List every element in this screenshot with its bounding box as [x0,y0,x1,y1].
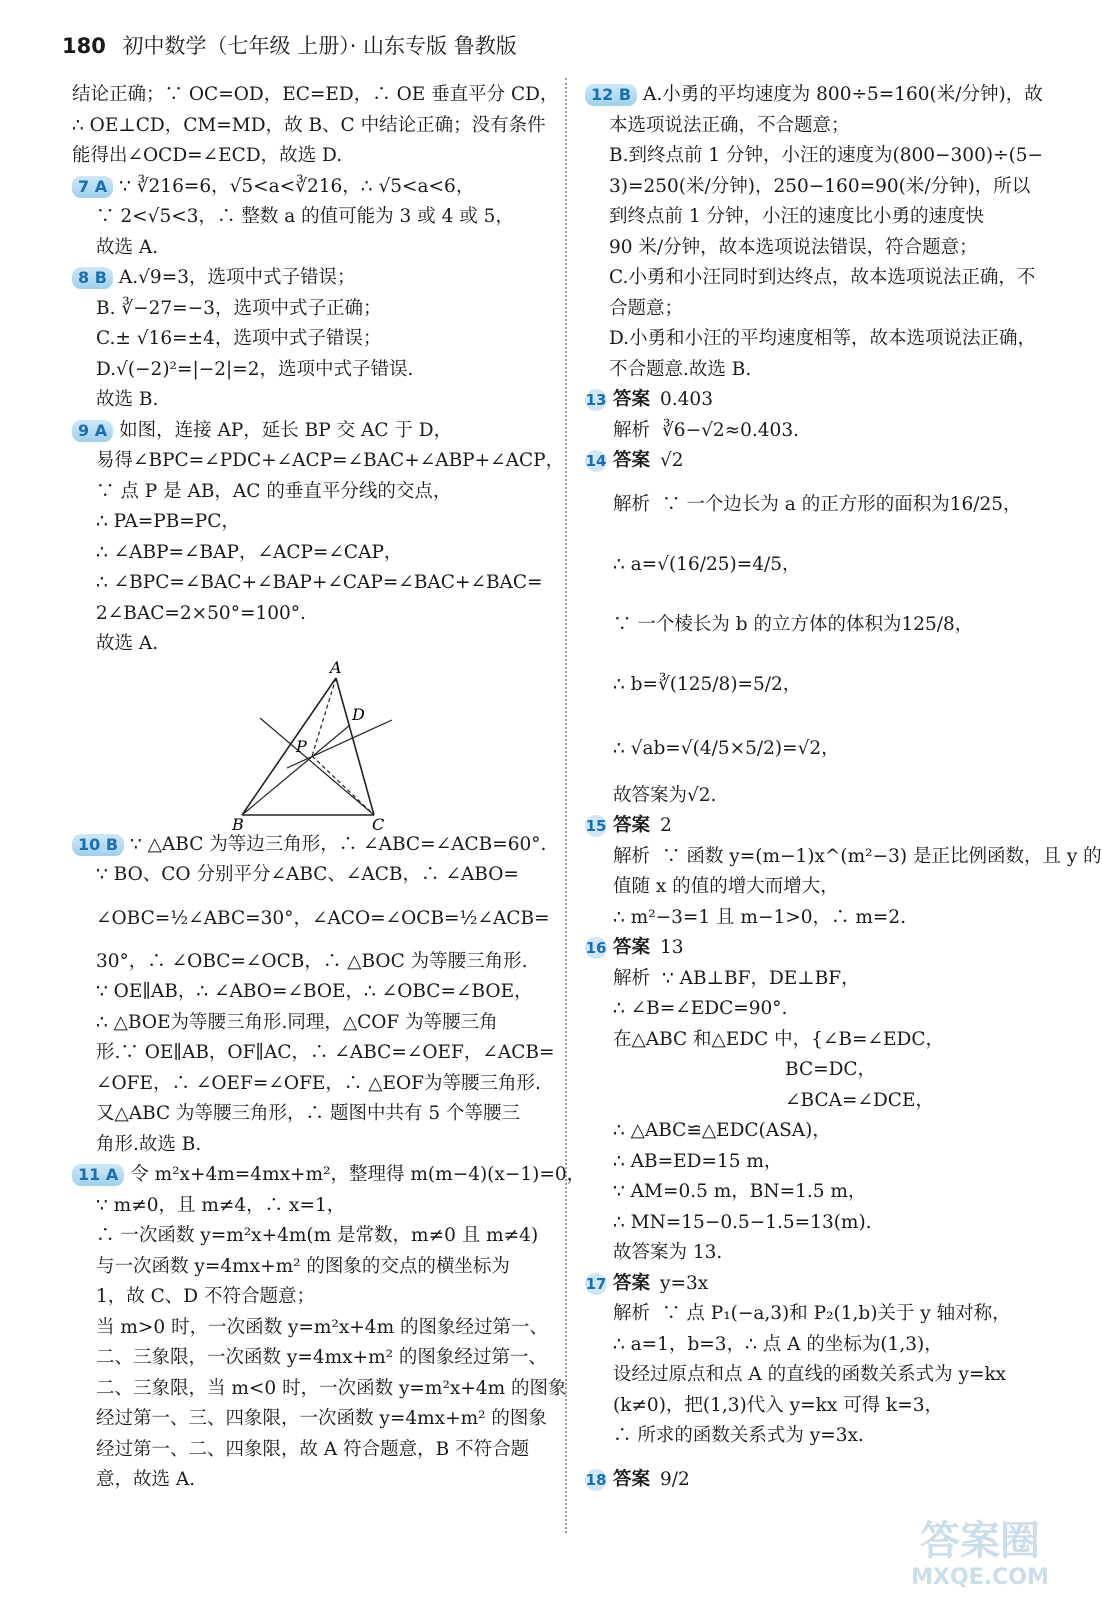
text-line: ∴ △ABC≌△EDC(ASA)， [613,1120,831,1141]
text-line: 在△ABC 和△EDC 中，{∠B=∠EDC， [613,1028,945,1050]
left-column [72,80,586,1496]
text-line: 本选项说法正确，不合题意； [609,114,850,136]
label-a: A [330,657,342,677]
q11-badge: 11 A [72,1164,124,1186]
text: ∵ ∛216=6，√5<a<∛216，∴ √5<a<6， [119,175,475,197]
text-line: 2∠BAC=2×50°=100°. [96,602,306,624]
answer-value: 0.403 [660,389,713,410]
text: 令 m²x+4m=4mx+m²，整理得 m(m−4)(x−1)=0， [130,1164,586,1185]
q9-line [72,416,550,447]
text-line: (k≠0)，把(1,3)代入 y=kx 可得 k=3， [613,1394,943,1416]
text-line: ∵ AM=0.5 m，BN=1.5 m， [613,1181,867,1202]
text-line: 值随 x 的值的增大而增大， [613,876,839,897]
text-line: 当 m>0 时，一次函数 y=m²x+4m 的图象经过第一、 [96,1316,548,1338]
text-line: ∴ ∠ABP=∠BAP，∠ACP=∠CAP， [96,541,403,563]
analysis-label: 解析 [613,967,651,989]
text: A.√9=3，选项中式子错误； [118,267,356,288]
text-line: ∵ 点 P 是 AB，AC 的垂直平分线的交点， [96,480,452,502]
text-line: 故选 A. [96,633,159,654]
text-line: 易得∠BPC=∠PDC+∠ACP=∠BAC+∠ABP+∠ACP， [96,450,565,471]
q10-badge: 10 B [72,834,124,856]
segment-ap [312,678,336,756]
q7-badge: 7 A [72,176,113,198]
text-line: 故答案为 13. [613,1242,723,1263]
edge-ac [336,678,374,815]
analysis-text: ∵ 一个边长为 a 的正方形的面积为16/25， [662,493,1022,515]
column-divider [565,78,567,1533]
q17-analysis [585,1299,1055,1330]
text-line: 二、三象限，当 m<0 时，一次函数 y=m²x+4m 的图象 [96,1377,567,1399]
q10-line [72,830,550,861]
q16-analysis [585,964,1055,995]
text-line: ∴ △BOE为等腰三角形.同理，△COF 为等腰三角 [96,1011,498,1033]
text-line: ∠OFE，∴ ∠OEF=∠OFE，∴ △EOF为等腰三角形. [96,1072,541,1094]
text-line: 又△ABC 为等腰三角形，∴ 题图中共有 5 个等腰三 [96,1103,520,1124]
analysis-label: 解析 [613,845,651,867]
text-line: 经过第一、二、四象限，故 A 符合题意，B 不符合题 [96,1438,530,1460]
text-line: ∵ 一个棱长为 b 的立方体的体积为125/8， [613,613,974,635]
q15-analysis [585,842,1102,873]
answer-value: √2 [660,450,684,471]
text-line: ∴ MN=15−0.5−1.5=13(m). [613,1211,872,1233]
page-header [62,30,517,60]
text-line: 二、三象限，一次函数 y=4mx+m² 的图象经过第一、 [96,1347,547,1368]
answer-value: y=3x [660,1272,709,1294]
text-line: ∵ m≠0，且 m≠4，∴ x=1， [96,1194,346,1216]
answer-label: 答案 [613,450,651,471]
q12-line [585,80,1055,111]
text-line: 角形.故选 B. [96,1133,202,1155]
text-line: 故答案为√2. [613,784,717,806]
q17-answer [585,1269,1055,1300]
text-line: ∴ a=√(16/25)=4/5， [613,553,801,575]
q8-badge: 8 B [72,267,113,289]
text-line: 故选 B. [96,389,159,410]
text-line: 与一次函数 y=4mx+m² 的图象的交点的横坐标为 [96,1255,510,1277]
text-line: ∴ √ab=√(4/5×5/2)=√2， [613,737,840,759]
segment-pc [312,756,374,815]
text-line: 结论正确；∵ OC=OD，EC=ED，∴ OE 垂直平分 CD， [72,84,559,105]
analysis-label: 解析 [613,1303,651,1324]
text-line: ∠OBC=½∠ABC=30°，∠ACO=∠OCB=½∠ACB= [96,907,550,929]
analysis-text: ∵ AB⊥BF，DE⊥BF， [662,967,860,989]
text-line: 能得出∠OCD=∠ECD，故选 D. [72,145,343,166]
text-line: ∴ a=1，b=3，∴ 点 A 的坐标为(1,3)， [613,1333,943,1355]
text-line: 经过第一、三、四象限，一次函数 y=4mx+m² 的图象 [96,1408,547,1429]
q8-line [72,263,550,294]
label-c: C [372,814,385,834]
answer-label: 答案 [613,815,651,836]
right-column [585,80,1102,1508]
edge-ab [242,678,336,815]
text-line: ∴ 所求的函数关系式为 y=3x. [613,1425,864,1446]
text-line: B.到终点前 1 分钟，小汪的速度为(800−300)÷(5− [609,145,1044,166]
q15-answer [585,811,1055,842]
text-line: 1，故 C、D 不符合题意； [96,1286,316,1307]
analysis-text: ∵ 函数 y=(m−1)x^(m²−3) 是正比例函数，且 y 的 [662,845,1102,867]
text-line: ∴ AB=ED=15 m， [613,1150,783,1172]
watermark-logo [885,1512,1075,1592]
q12-badge: 12 B [585,84,637,106]
bisector-ab [260,718,374,815]
q16-number: 16 [585,939,607,957]
text-line: C.小勇和小汪同时到达终点，故本选项说法正确，不 [609,267,1036,288]
q14-analysis [585,477,1055,533]
label-p: P [296,736,307,756]
text-line: 设经过原点和点 A 的直线的函数关系式为 y=kx [613,1364,1007,1385]
q9-badge: 9 A [72,420,113,442]
text-line: 不合题意.故选 B. [609,358,752,380]
q11-line [72,1160,586,1191]
q13-answer [585,385,1055,416]
answer-value: 9/2 [660,1468,690,1490]
text-line: ∠BCA=∠DCE， [785,1089,934,1111]
text-line: ∴ 一次函数 y=m²x+4m(m 是常数，m≠0 且 m≠4) [96,1225,539,1246]
book-title: 初中数学（七年级 上册）· 山东专版 鲁教版 [122,34,517,58]
text-line: 意，故选 A. [96,1469,196,1490]
text-line: 故选 A. [96,236,159,258]
text-line: ∴ ∠B=∠EDC=90°. [613,998,788,1019]
text-line: 30°，∴ ∠OBC=∠OCB，∴ △BOC 为等腰三角形. [96,950,528,972]
q18-answer [585,1452,1055,1508]
q15-number: 15 [585,817,607,835]
triangle-figure [72,657,550,834]
analysis-label: 解析 [613,419,651,441]
text-line: ∴ m²−3=1 且 m−1>0，∴ m=2. [613,906,907,928]
answer-label: 答案 [613,937,651,958]
text-line: 形.∵ OE∥AB，OF∥AC，∴ ∠ABC=∠OEF，∠ACB= [96,1042,555,1063]
text-line: ∴ PA=PB=PC， [96,511,240,532]
text-line: 合题意； [609,297,684,319]
text-line: 3)=250(米/分钟)，250−160=90(米/分钟)，所以 [609,175,1031,197]
text: ∵ △ABC 为等边三角形，∴ ∠ABC=∠ACB=60°. [130,833,547,855]
analysis-text: ∛6−√2≈0.403. [662,419,799,441]
analysis-text: ∵ 点 P₁(−a,3)和 P₂(1,b)关于 y 轴对称， [662,1303,1011,1324]
text-line: 到终点前 1 分钟，小汪的速度比小勇的速度快 [609,206,985,227]
q14-number: 14 [585,452,607,470]
text-line: BC=DC， [785,1059,877,1080]
text-line: ∴ ∠BPC=∠BAC+∠BAP+∠CAP=∠BAC+∠BAC= [96,572,543,593]
page-number: 180 [62,34,106,58]
answer-label: 答案 [613,1468,651,1490]
label-d: D [352,704,365,724]
watermark-subtext: MXQE.COM [911,1565,1049,1590]
label-b: B [232,814,244,834]
text-line: ∵ 2<√5<3，∴ 整数 a 的值可能为 3 或 4 或 5， [96,206,514,227]
text-line: C.± √16=±4，选项中式子错误； [96,328,382,349]
answer-value: 13 [660,937,684,958]
text-line: ∴ b=∛(125/8)=5/2， [613,673,802,695]
answer-label: 答案 [613,1272,651,1294]
watermark-text: 答案圈 [920,1518,1040,1564]
answer-value: 2 [660,815,672,836]
triangle-diagram [232,657,412,834]
analysis-label: 解析 [613,493,651,515]
text-line: ∴ OE⊥CD，CM=MD，故 B、C 中结论正确；没有条件 [72,114,546,136]
q13-number: 13 [585,391,607,409]
text-line: D.√(−2)²=|−2|=2，选项中式子错误. [96,358,414,380]
q14-answer [585,446,1055,477]
q7-line [72,172,550,203]
text-line: ∵ OE∥AB，∴ ∠ABO=∠BOE，∴ ∠OBC=∠BOE， [96,981,533,1002]
answer-label: 答案 [613,389,651,410]
text: A.小勇的平均速度为 800÷5=160(米/分钟)，故 [643,84,1043,105]
text-line: B. ∛−27=−3，选项中式子正确； [96,297,382,319]
text-line: ∵ BO、CO 分别平分∠ABC、∠ACB，∴ ∠ABO= [96,864,519,885]
text: 如图，连接 AP，延长 BP 交 AC 于 D， [119,419,453,441]
q16-answer [585,933,1055,964]
text-line: D.小勇和小汪的平均速度相等，故本选项说法正确， [609,328,1037,349]
q18-number: 18 [585,1470,607,1489]
text-line: 90 米/分钟，故本选项说法错误，符合题意； [609,236,978,258]
q13-analysis [585,416,1055,447]
q17-number: 17 [585,1274,607,1293]
